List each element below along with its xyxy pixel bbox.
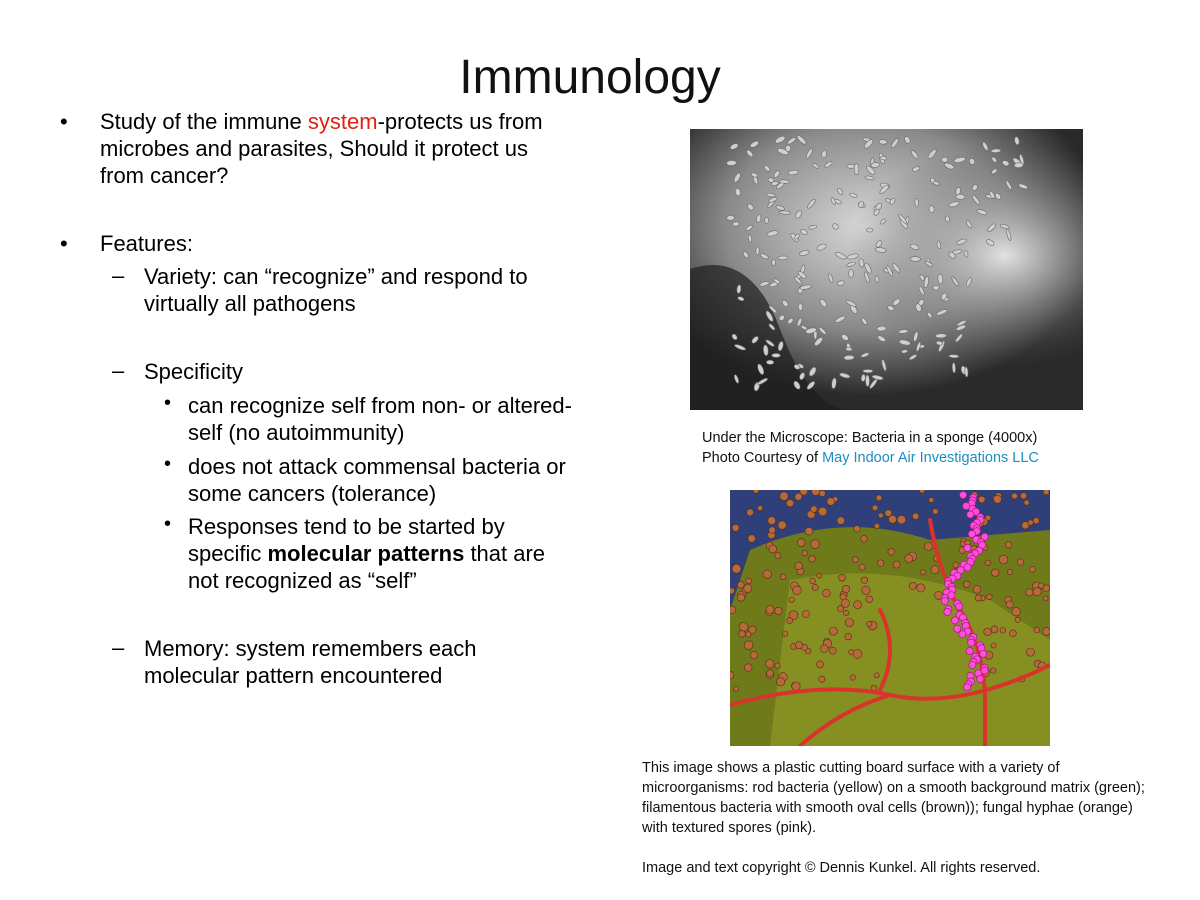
rod-bacterium [778,256,789,260]
oval-cell [978,496,985,503]
bullet-line [188,540,638,567]
sub-bullet-specificity [112,358,644,385]
oval-cell [802,611,809,618]
sub-sub-bullet-self [164,392,638,446]
oval-cell [789,597,794,602]
pink-spore [964,684,971,691]
oval-cell [999,555,1008,564]
bullet-line: does not attack commensal bacteria or [188,454,566,479]
oval-cell [746,578,752,584]
pink-spore [948,592,955,599]
rod-bacterium [772,353,781,357]
bullet-marker: • [60,231,68,256]
oval-cell [797,539,805,547]
bullet-line: Memory: system remembers each [144,636,477,661]
rod-bacterium [949,354,959,358]
oval-cell [819,676,825,682]
oval-cell [776,678,784,686]
oval-cell [852,557,858,563]
bullet-line: molecular pattern encountered [144,663,443,688]
oval-cell [750,652,757,659]
rod-bacterium [933,285,939,290]
pink-spore [944,608,951,615]
bullet-text: specific [188,541,268,566]
rod-bacterium [846,347,853,351]
rod-bacterium [865,375,869,386]
oval-cell [739,622,748,631]
oval-cell [874,673,879,678]
pink-spore [980,650,987,657]
caption-line: microorganisms: rod bacteria (yellow) on a smooth background matrix (green); [642,780,1145,796]
rod-bacterium [863,369,873,372]
oval-cell [732,524,739,531]
rod-bacterium [732,222,739,227]
sub-bullet-memory [112,635,644,689]
oval-cell [984,628,992,636]
rod-bacterium [727,215,735,220]
rod-bacterium [766,360,773,364]
oval-cell [1024,500,1029,505]
oval-cell [744,584,752,592]
oval-cell [811,506,818,513]
rod-bacterium [1014,162,1023,168]
oval-cell [818,507,827,516]
oval-cell [802,550,808,556]
oval-cell [859,564,865,570]
bullet-line: microbes and parasites, Should it protect us [100,136,529,161]
oval-cell [893,561,900,568]
oval-cell [1000,628,1006,634]
oval-cell [829,627,837,635]
oval-cell [780,492,789,501]
pink-spore [964,544,971,551]
oval-cell [778,521,786,529]
oval-cell [1012,493,1018,499]
oval-cell [1010,630,1017,637]
oval-cell [795,562,803,570]
color-photo-caption [642,758,1200,878]
oval-cell [845,633,852,640]
oval-cell [991,643,996,648]
oval-cell [737,594,744,601]
oval-cell [812,584,818,590]
sub-bullet-variety [112,263,644,317]
pink-spore [977,675,984,682]
sub-sub-bullet-patterns [164,513,638,594]
sem-bacteria-sponge-photo-icon [690,129,1083,410]
bullet-text: Study of the immune [100,109,308,134]
rod-bacterium [765,217,769,223]
oval-cell [872,505,878,511]
bullet-line: virtually all pathogens [144,291,356,316]
bullet-line: some cancers (tolerance) [188,481,437,506]
oval-cell [1028,520,1033,525]
pink-spore [951,617,958,624]
oval-cell [877,560,884,567]
oval-cell [812,490,820,495]
bold-term: molecular patterns [267,541,465,566]
sem-photo-caption [702,428,1122,468]
rod-bacterium [854,163,859,174]
oval-cell [767,670,774,677]
oval-cell [829,647,836,654]
oval-cell [919,490,925,493]
pink-spore [941,597,948,604]
oval-cell [1033,518,1039,524]
oval-cell [1007,569,1012,574]
oval-cell [874,523,879,528]
oval-cell [1017,559,1024,566]
oval-cell [861,536,868,543]
oval-cell [837,517,845,525]
bullet-line: from cancer? [100,163,229,188]
oval-cell [766,605,774,613]
dash-marker: – [112,263,125,288]
oval-cell [775,607,782,614]
oval-cell [1006,601,1013,608]
oval-cell [744,641,753,650]
oval-cell [730,606,736,613]
oval-cell [730,588,735,594]
oval-cell [795,493,802,500]
oval-cell [1026,589,1033,596]
oval-cell [839,574,846,581]
oval-cell [1043,490,1049,495]
oval-cell [805,527,813,535]
oval-cell [985,560,991,566]
oval-cell [766,660,774,668]
caption-text: Photo Courtesy of [702,450,823,466]
oval-cell [889,515,897,523]
oval-cell [853,649,862,658]
sub-sub-bullet-commensal [164,453,638,507]
oval-cell [827,498,835,506]
oval-cell [1043,596,1048,601]
oval-cell [992,569,1000,577]
oval-cell [905,555,913,563]
pink-spore [966,647,973,654]
oval-cell [876,495,882,501]
rod-bacterium [821,150,826,158]
oval-cell [775,553,781,559]
oval-cell [1039,583,1044,588]
bullet-line: can recognize self from non- or altered- [188,393,572,418]
oval-cell [763,570,772,579]
oval-cell [909,582,916,589]
oval-cell [912,513,919,520]
bullet-line [100,108,640,135]
bullet-immune-system [60,108,640,189]
oval-cell [850,675,855,680]
oval-cell [823,589,831,597]
oval-cell [842,585,849,592]
oval-cell [1034,627,1040,633]
oval-cell [1029,566,1035,572]
oval-cell [1015,617,1020,622]
oval-cell [793,586,802,595]
oval-cell [745,664,753,672]
rod-bacterium [956,194,965,200]
oval-cell [1026,648,1034,656]
pink-spore [969,661,976,668]
caption-line: Under the Microscope: Bacteria in a sponge (4000x) [702,430,1038,446]
oval-cell [1033,587,1041,595]
rod-bacterium [772,259,776,266]
oval-cell [845,619,853,627]
oval-cell [769,545,777,553]
sem-bacteria-photo [690,129,1083,410]
slide-title: Immunology [459,51,721,104]
oval-cell [854,525,861,532]
oval-cell [1005,542,1012,549]
oval-cell [973,586,981,594]
rod-bacterium [866,228,873,232]
oval-cell [1043,628,1051,636]
oval-cell [917,584,925,592]
oval-cell [783,631,788,636]
oval-cell [817,573,822,578]
oval-cell [897,515,906,524]
bullet-features [60,230,640,257]
caption-line [702,448,1122,468]
rod-bacterium [879,139,887,144]
bullet-text: -protects us from [377,109,543,134]
oval-cell [739,631,746,638]
oval-cell [1020,493,1026,499]
oval-cell [929,498,934,503]
bullet-marker: • [164,513,172,535]
oval-cell [749,626,756,633]
oval-cell [931,566,939,574]
bullet-line: Features: [100,231,193,256]
oval-cell [878,513,883,518]
oval-cell [821,645,829,653]
oval-cell [780,574,786,580]
oval-cell [732,564,741,573]
dash-marker: – [112,358,125,383]
pink-spore [954,625,961,632]
bullet-marker: • [164,453,172,475]
oval-cell [975,595,981,601]
bullet-marker: • [60,109,68,134]
oval-cell [769,527,776,534]
colored-microorganisms-photo [730,490,1050,746]
copyright-line: Image and text copyright © Dennis Kunkel. All rights reserved. [642,860,1041,876]
oval-cell [862,586,870,594]
oval-cell [747,509,754,516]
colored-microorganisms-photo-icon [730,490,1050,746]
bullet-line: not recognized as “self” [188,568,417,593]
oval-cell [775,663,780,668]
oval-cell [849,650,854,655]
bullet-line: Variety: can “recognize” and respond to [144,264,528,289]
oval-cell [861,577,868,584]
oval-cell [792,682,800,690]
rod-bacterium [844,355,855,360]
pink-spore [960,491,967,498]
bullet-line: Responses tend to be started by [188,514,505,539]
oval-cell [817,661,824,668]
oval-cell [758,506,763,511]
oval-cell [795,642,802,649]
caption-line: with textured spores (pink). [642,820,817,836]
dash-marker: – [112,635,125,660]
pink-spore [968,639,975,646]
rod-bacterium [849,269,854,277]
oval-cell [994,495,1002,503]
oval-cell [843,610,848,615]
rod-bacterium [785,145,791,151]
oval-cell [987,594,993,600]
oval-cell [963,581,970,588]
oval-cell [888,548,895,555]
bullet-marker: • [164,392,172,414]
oval-cell [748,535,756,543]
rod-bacterium [941,157,948,163]
pink-spore [964,564,971,571]
oval-cell [786,500,793,507]
rod-bacterium [756,247,760,255]
caption-line: filamentous bacteria with smooth oval cells (brown)); fungal hyphae (orange) [642,800,1133,816]
oval-cell [1012,607,1021,616]
oval-cell [787,618,793,624]
bullet-text: that are [464,541,546,566]
oval-cell [990,668,996,674]
oval-cell [933,509,939,515]
bullet-line: self (no autoimmunity) [188,420,405,445]
oval-cell [734,686,739,691]
highlight-word: system [307,109,378,134]
rod-bacterium [798,303,803,310]
oval-cell [866,596,873,603]
oval-cell [737,581,744,588]
rod-bacterium [935,334,947,339]
bullet-line: Specificity [144,359,244,384]
pink-spore [967,511,974,518]
courtesy-link[interactable]: May Indoor Air Investigations LLC [822,450,1039,466]
oval-cell [991,626,998,633]
rod-bacterium [915,198,919,207]
oval-cell [854,601,862,609]
oval-cell [768,517,776,525]
oval-cell [810,578,816,584]
oval-cell [819,490,825,496]
pink-spore [956,603,963,610]
rod-bacterium [910,256,921,261]
pink-spore [959,631,966,638]
oval-cell [811,540,820,549]
rod-bacterium [726,160,736,166]
oval-cell [924,543,932,551]
oval-cell [920,570,925,575]
oval-cell [841,599,849,607]
oval-cell [867,621,872,626]
oval-cell [809,555,816,562]
caption-line: This image shows a plastic cutting board surface with a variety of [642,760,1060,776]
